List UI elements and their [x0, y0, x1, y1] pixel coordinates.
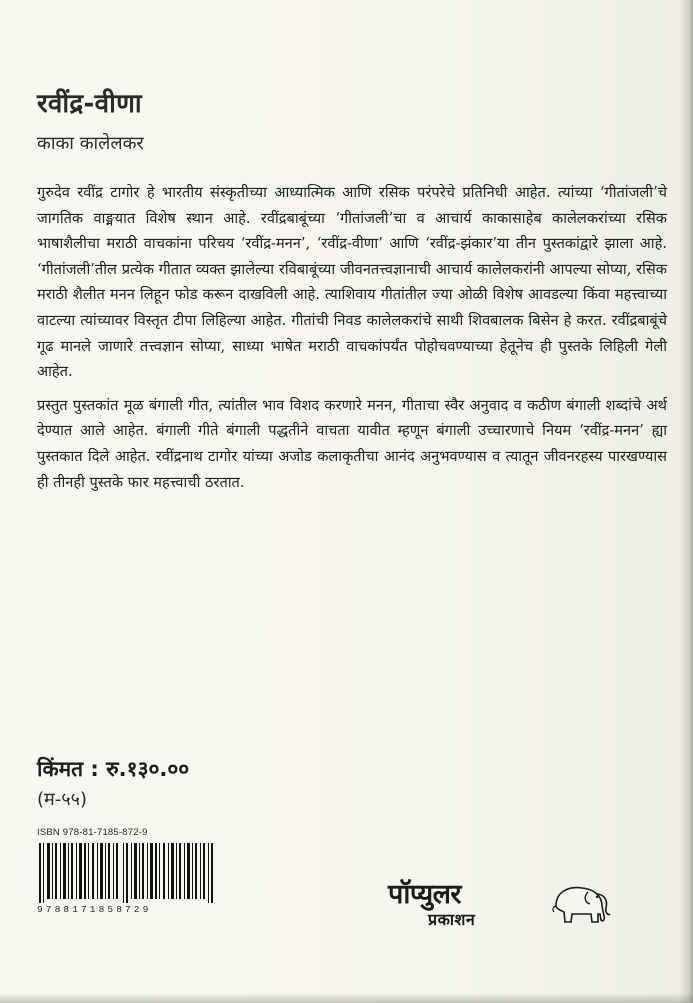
- elephant-icon: [548, 880, 612, 926]
- price-label: किंमत : रु.१३०.००: [37, 757, 190, 781]
- page-bottom-shadow: [0, 993, 693, 1003]
- blurb-paragraph-2: प्रस्तुत पुस्तकांत मूळ बंगाली गीत, त्यांतील भाव विशद करणारे मनन, गीताचा स्वैर अनुवाद व कठीण बंगाली शब्दांचे अर्थ देण्यात आले आहेत. बंगाली गीते बंगाली पद्धतीने वाचता यावीत म्हणून बंगाली उच्चारणाचे नियम ‘रवींद्र-मनन’ ह्या पुस्तकात दिले आहेत. रवींद्रनाथ टागोर यांच्या अजोड कलाकृतीचा आनंद अनुभवण्यास व त्यातून जीवनरहस्य पारखण्यास ही तीनही पुस्तके फार महत्त्वाची ठरतात.: [37, 396, 667, 491]
- catalog-code: (म-५५): [37, 789, 88, 810]
- publisher-subtitle: प्रकाशन: [428, 910, 476, 929]
- isbn-text: ISBN 978-81-7185-872-9: [37, 827, 148, 838]
- barcode-icon: [37, 843, 217, 903]
- blurb: [37, 180, 667, 495]
- blurb-paragraph-1: गुरुदेव रवींद्र टागोर हे भारतीय संस्कृतीच्या आध्यात्मिक आणि रसिक परंपरेचे प्रतिनिधी आहेत. त्यांच्या ‘गीतांजली’चे जागतिक वाङ्मयात विशेष स्थान आहे. रवींद्रबाबूंच्या ‘गीतांजली’चा व आचार्य काकासाहेब कालेलकरांच्या रसिक भाषाशैलीचा मराठी वाचकांना परिचय ‘रवींद्र-मनन’, ‘रवींद्र-वीणा’ आणि ‘रवींद्र-झंकार’या तीन पुस्तकांद्वारे झाला आहे. ‘गीतांजली’तील प्रत्येक गीतात व्यक्त झालेल्या रविबाबूंच्या जीवनतत्त्वज्ञानाची आचार्य कालेलकरांनी आपल्या सोप्या, रसिक मराठी शैलीत मनन लिहून फोड करून दाखविली आहे. त्याशिवाय गीतांतील ज्या ओळी विशेष आवडल्या किंवा महत्त्वाच्या वाटल्या त्यांच्यावर विस्तृत टीपा लिहिल्या आहेत. गीतांची निवड कालेलकरांचे साथी शिवबालक बिसेन हे करत. रवींद्रबाबूंचे गूढ मानले जाणारे तत्त्वज्ञान सोप्या, साध्या भाषेत मराठी वाचकांपर्यंत पोहोचवण्याच्या हेतूनेच ही पुस्तके लिहिली गेली आहेत.: [37, 184, 667, 381]
- publisher-logo: [388, 874, 628, 950]
- page-edge-shadow: [679, 0, 693, 1003]
- publisher-name: पॉप्युलर: [388, 879, 461, 910]
- book-title: रवींद्र-वीणा: [37, 89, 142, 119]
- barcode-digits: 9788171858729: [37, 904, 152, 915]
- book-author: काका कालेलकर: [37, 133, 144, 154]
